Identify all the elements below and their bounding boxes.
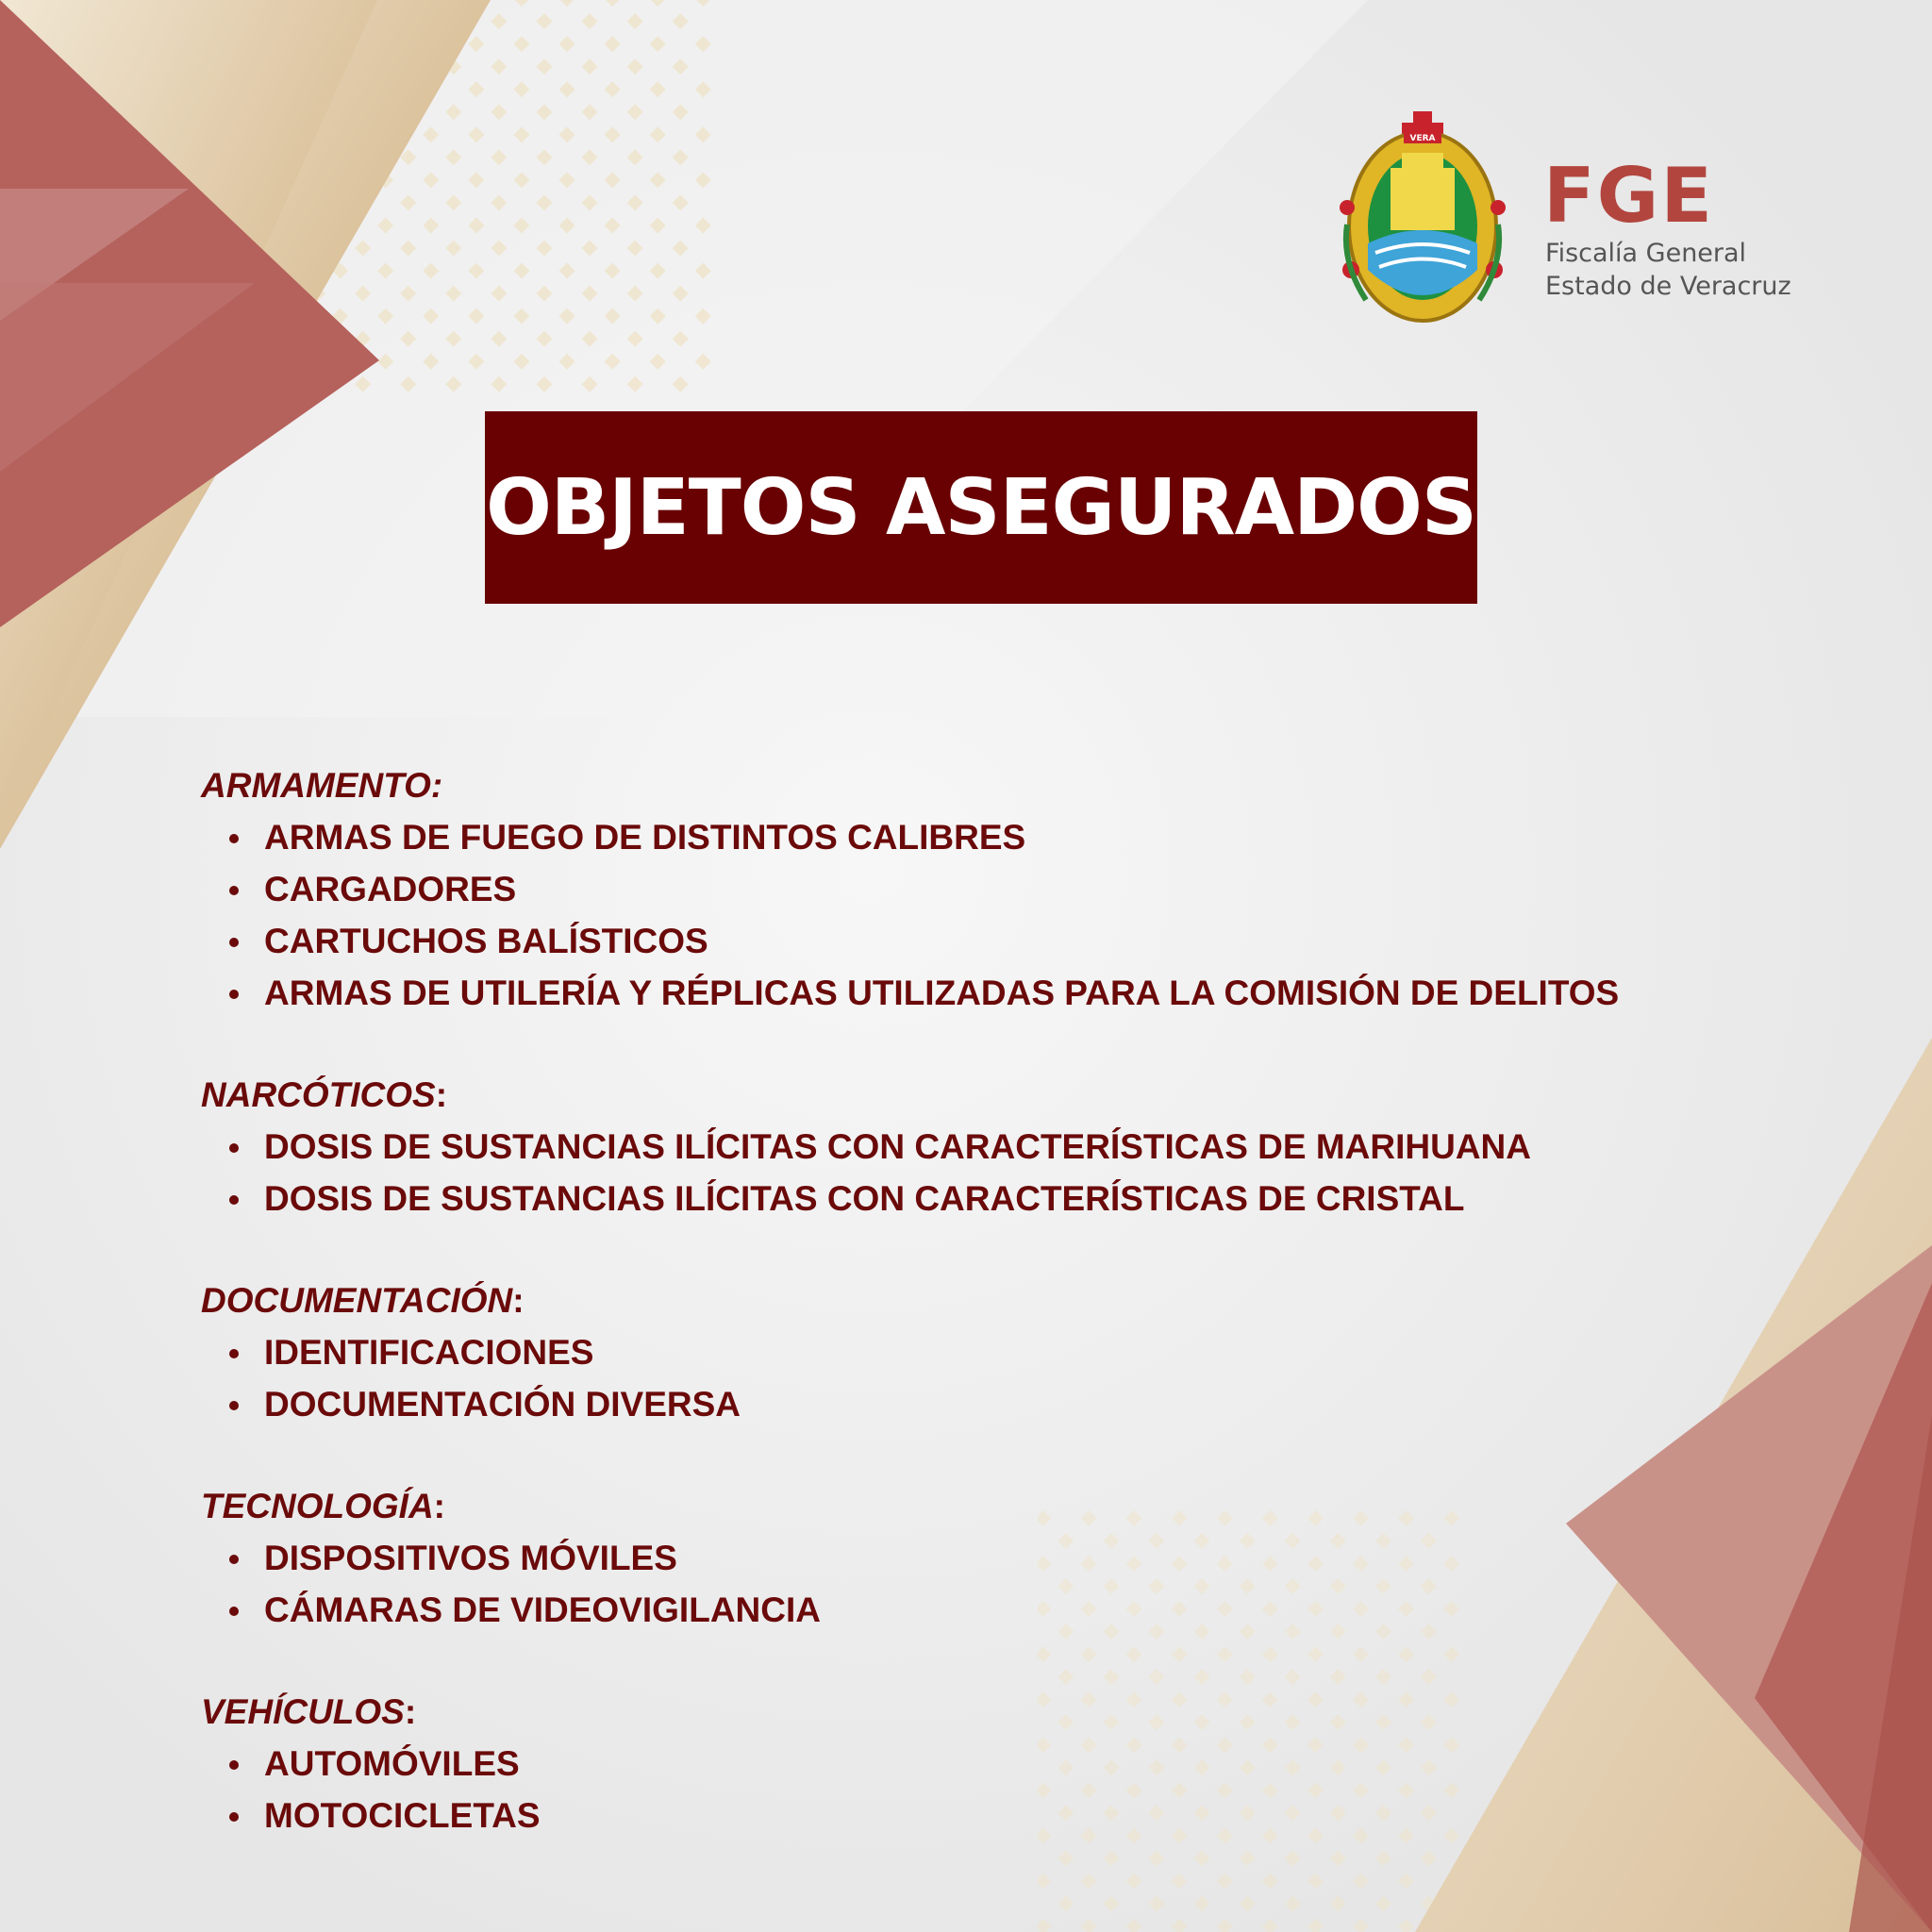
item-list	[200, 1532, 1804, 1636]
veracruz-coat-of-arms-icon	[1338, 111, 1507, 328]
section-documentacion	[200, 1275, 1804, 1430]
section-heading: VEHÍCULOS:	[201, 1692, 417, 1731]
section-tecnologia	[200, 1481, 1804, 1636]
list-item: DOCUMENTACIÓN DIVERSA	[200, 1378, 1804, 1430]
list-item: ARMAS DE UTILERÍA Y RÉPLICAS UTILIZADAS PARA LA COMISIÓN DE DELITOS	[200, 967, 1804, 1019]
item-list	[200, 811, 1804, 1019]
title-banner	[485, 411, 1477, 604]
list-item: DOSIS DE SUSTANCIAS ILÍCITAS CON CARACTERÍSTICAS DE CRISTAL	[200, 1173, 1804, 1224]
section-heading: DOCUMENTACIÓN:	[201, 1281, 525, 1320]
list-item: DOSIS DE SUSTANCIAS ILÍCITAS CON CARACTERÍSTICAS DE MARIHUANA	[200, 1121, 1804, 1173]
section-armamento	[200, 760, 1804, 1019]
logo-subtitle-line1: Fiscalía General	[1545, 239, 1747, 268]
section-vehiculos	[200, 1687, 1804, 1841]
item-list	[200, 1738, 1804, 1841]
list-item: MOTOCICLETAS	[200, 1790, 1804, 1841]
svg-text:VERA: VERA	[1409, 134, 1436, 143]
item-list	[200, 1121, 1804, 1224]
list-item: IDENTIFICACIONES	[200, 1326, 1804, 1378]
section-heading: ARMAMENTO:	[201, 766, 443, 805]
logo-title: FGE	[1543, 152, 1714, 240]
seized-objects-list	[200, 760, 1804, 1892]
logo-subtitle-line2: Estado de Veracruz	[1545, 272, 1791, 301]
page-title: OBJETOS ASEGURADOS	[486, 462, 1476, 553]
list-item: DISPOSITIVOS MÓVILES	[200, 1532, 1804, 1584]
fge-logo	[1338, 111, 1828, 328]
list-item: CARTUCHOS BALÍSTICOS	[200, 915, 1804, 967]
section-narcoticos	[200, 1070, 1804, 1224]
section-heading: NARCÓTICOS:	[201, 1075, 448, 1114]
list-item: CARGADORES	[200, 863, 1804, 915]
list-item: AUTOMÓVILES	[200, 1738, 1804, 1790]
section-heading: TECNOLOGÍA:	[201, 1487, 445, 1525]
item-list	[200, 1326, 1804, 1430]
list-item: CÁMARAS DE VIDEOVIGILANCIA	[200, 1584, 1804, 1636]
list-item: ARMAS DE FUEGO DE DISTINTOS CALIBRES	[200, 811, 1804, 863]
